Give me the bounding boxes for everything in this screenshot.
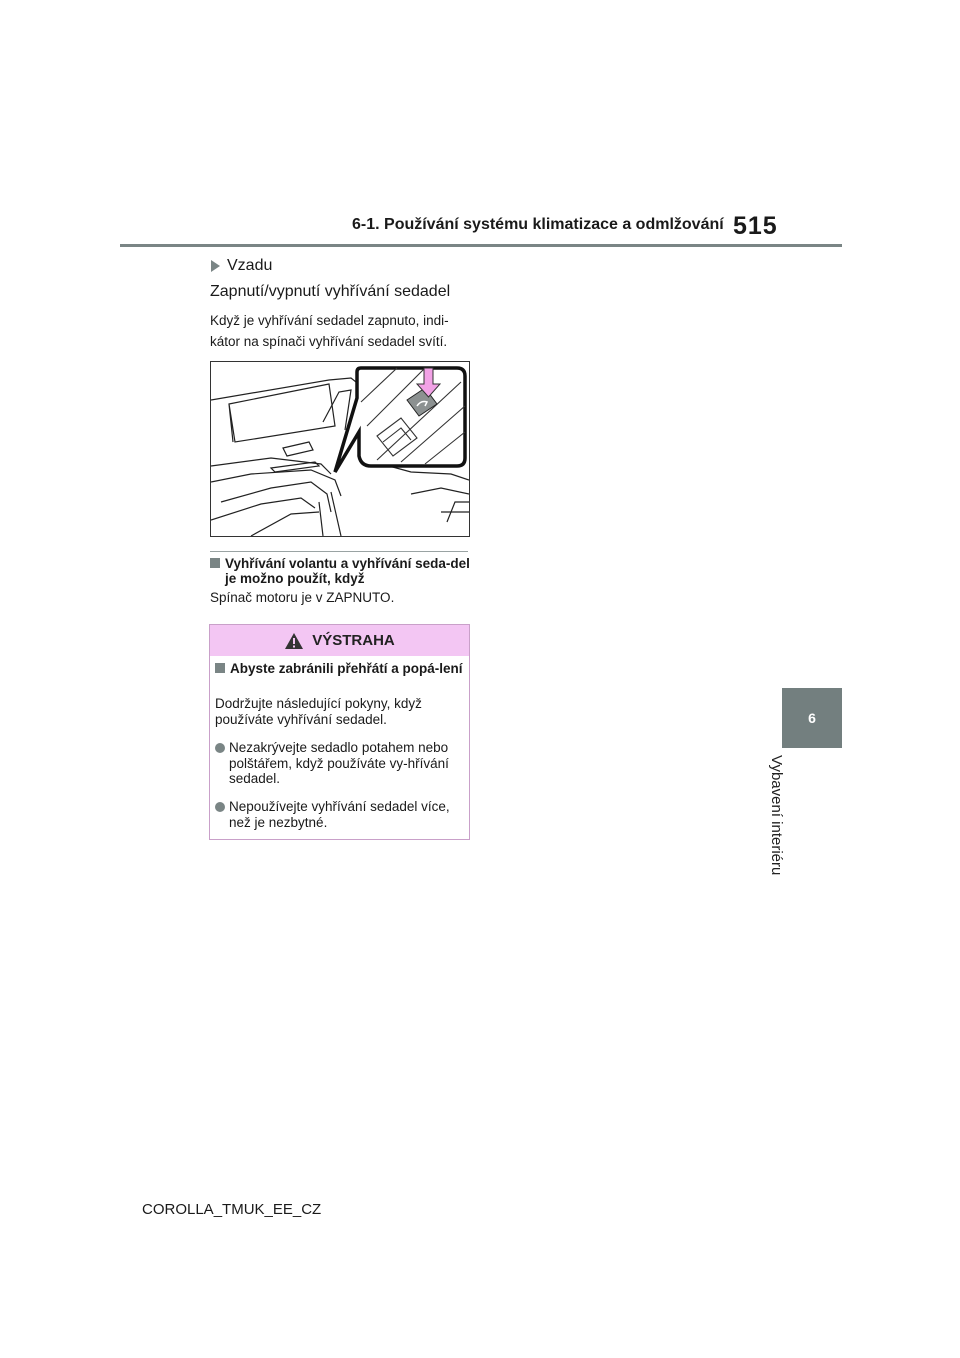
header-divider (120, 244, 842, 247)
warning-box (209, 624, 470, 840)
circle-bullet-icon (215, 802, 225, 812)
rear-description: Když je vyhřívání sedadel zapnuto, indi-kátor na spínači vyhřívání sedadel svítí. (210, 313, 449, 349)
chapter-label (768, 755, 807, 890)
chapter-label-text: Vybavení interiéru (768, 755, 785, 876)
section-title: 6-1. Používání systému klimatizace a odmlžování (352, 216, 724, 233)
warning-bullet-text: Nezakrývejte sedadlo potahem nebo polštářem, když používáte vy-hřívání sedadel. (229, 740, 449, 786)
triangle-bullet-icon (211, 260, 220, 272)
footer-code: COROLLA_TMUK_EE_CZ (142, 1201, 322, 1218)
warning-text: Dodržujte následující pokyny, když používáte vyhřívání sedadel. (215, 696, 422, 727)
seat-heater-switch-illustration (210, 361, 470, 537)
square-bullet-icon (215, 663, 225, 673)
rear-bullet (211, 257, 272, 275)
chapter-number-tab: 6 (782, 688, 842, 748)
conditions-heading (210, 556, 472, 586)
conditions-text: Spínač motoru je v ZAPNUTO. (210, 590, 395, 605)
warning-bullet (215, 799, 465, 830)
rear-bullet-label: Vzadu (227, 257, 273, 274)
warning-title: VÝSTRAHA (312, 632, 395, 649)
circle-bullet-icon (215, 743, 225, 753)
warning-bullet-text: Nepoužívejte vyhřívání sedadel více, než je nezbytné. (229, 799, 450, 830)
rear-title: Zapnutí/vypnutí vyhřívání sedadel (210, 283, 451, 300)
illustration-svg (211, 362, 469, 536)
warning-header (210, 625, 469, 656)
section-divider (210, 551, 468, 552)
warning-bullet (215, 740, 465, 787)
page-number: 515 (733, 212, 778, 240)
conditions-heading-text: Vyhřívání volantu a vyhřívání seda-del je možno použít, když (225, 556, 470, 586)
warning-triangle-icon (284, 632, 304, 650)
warning-heading-text: Abyste zabránili přehřátí a popá-lení (230, 661, 463, 676)
square-bullet-icon (210, 558, 220, 568)
warning-heading (215, 661, 465, 677)
